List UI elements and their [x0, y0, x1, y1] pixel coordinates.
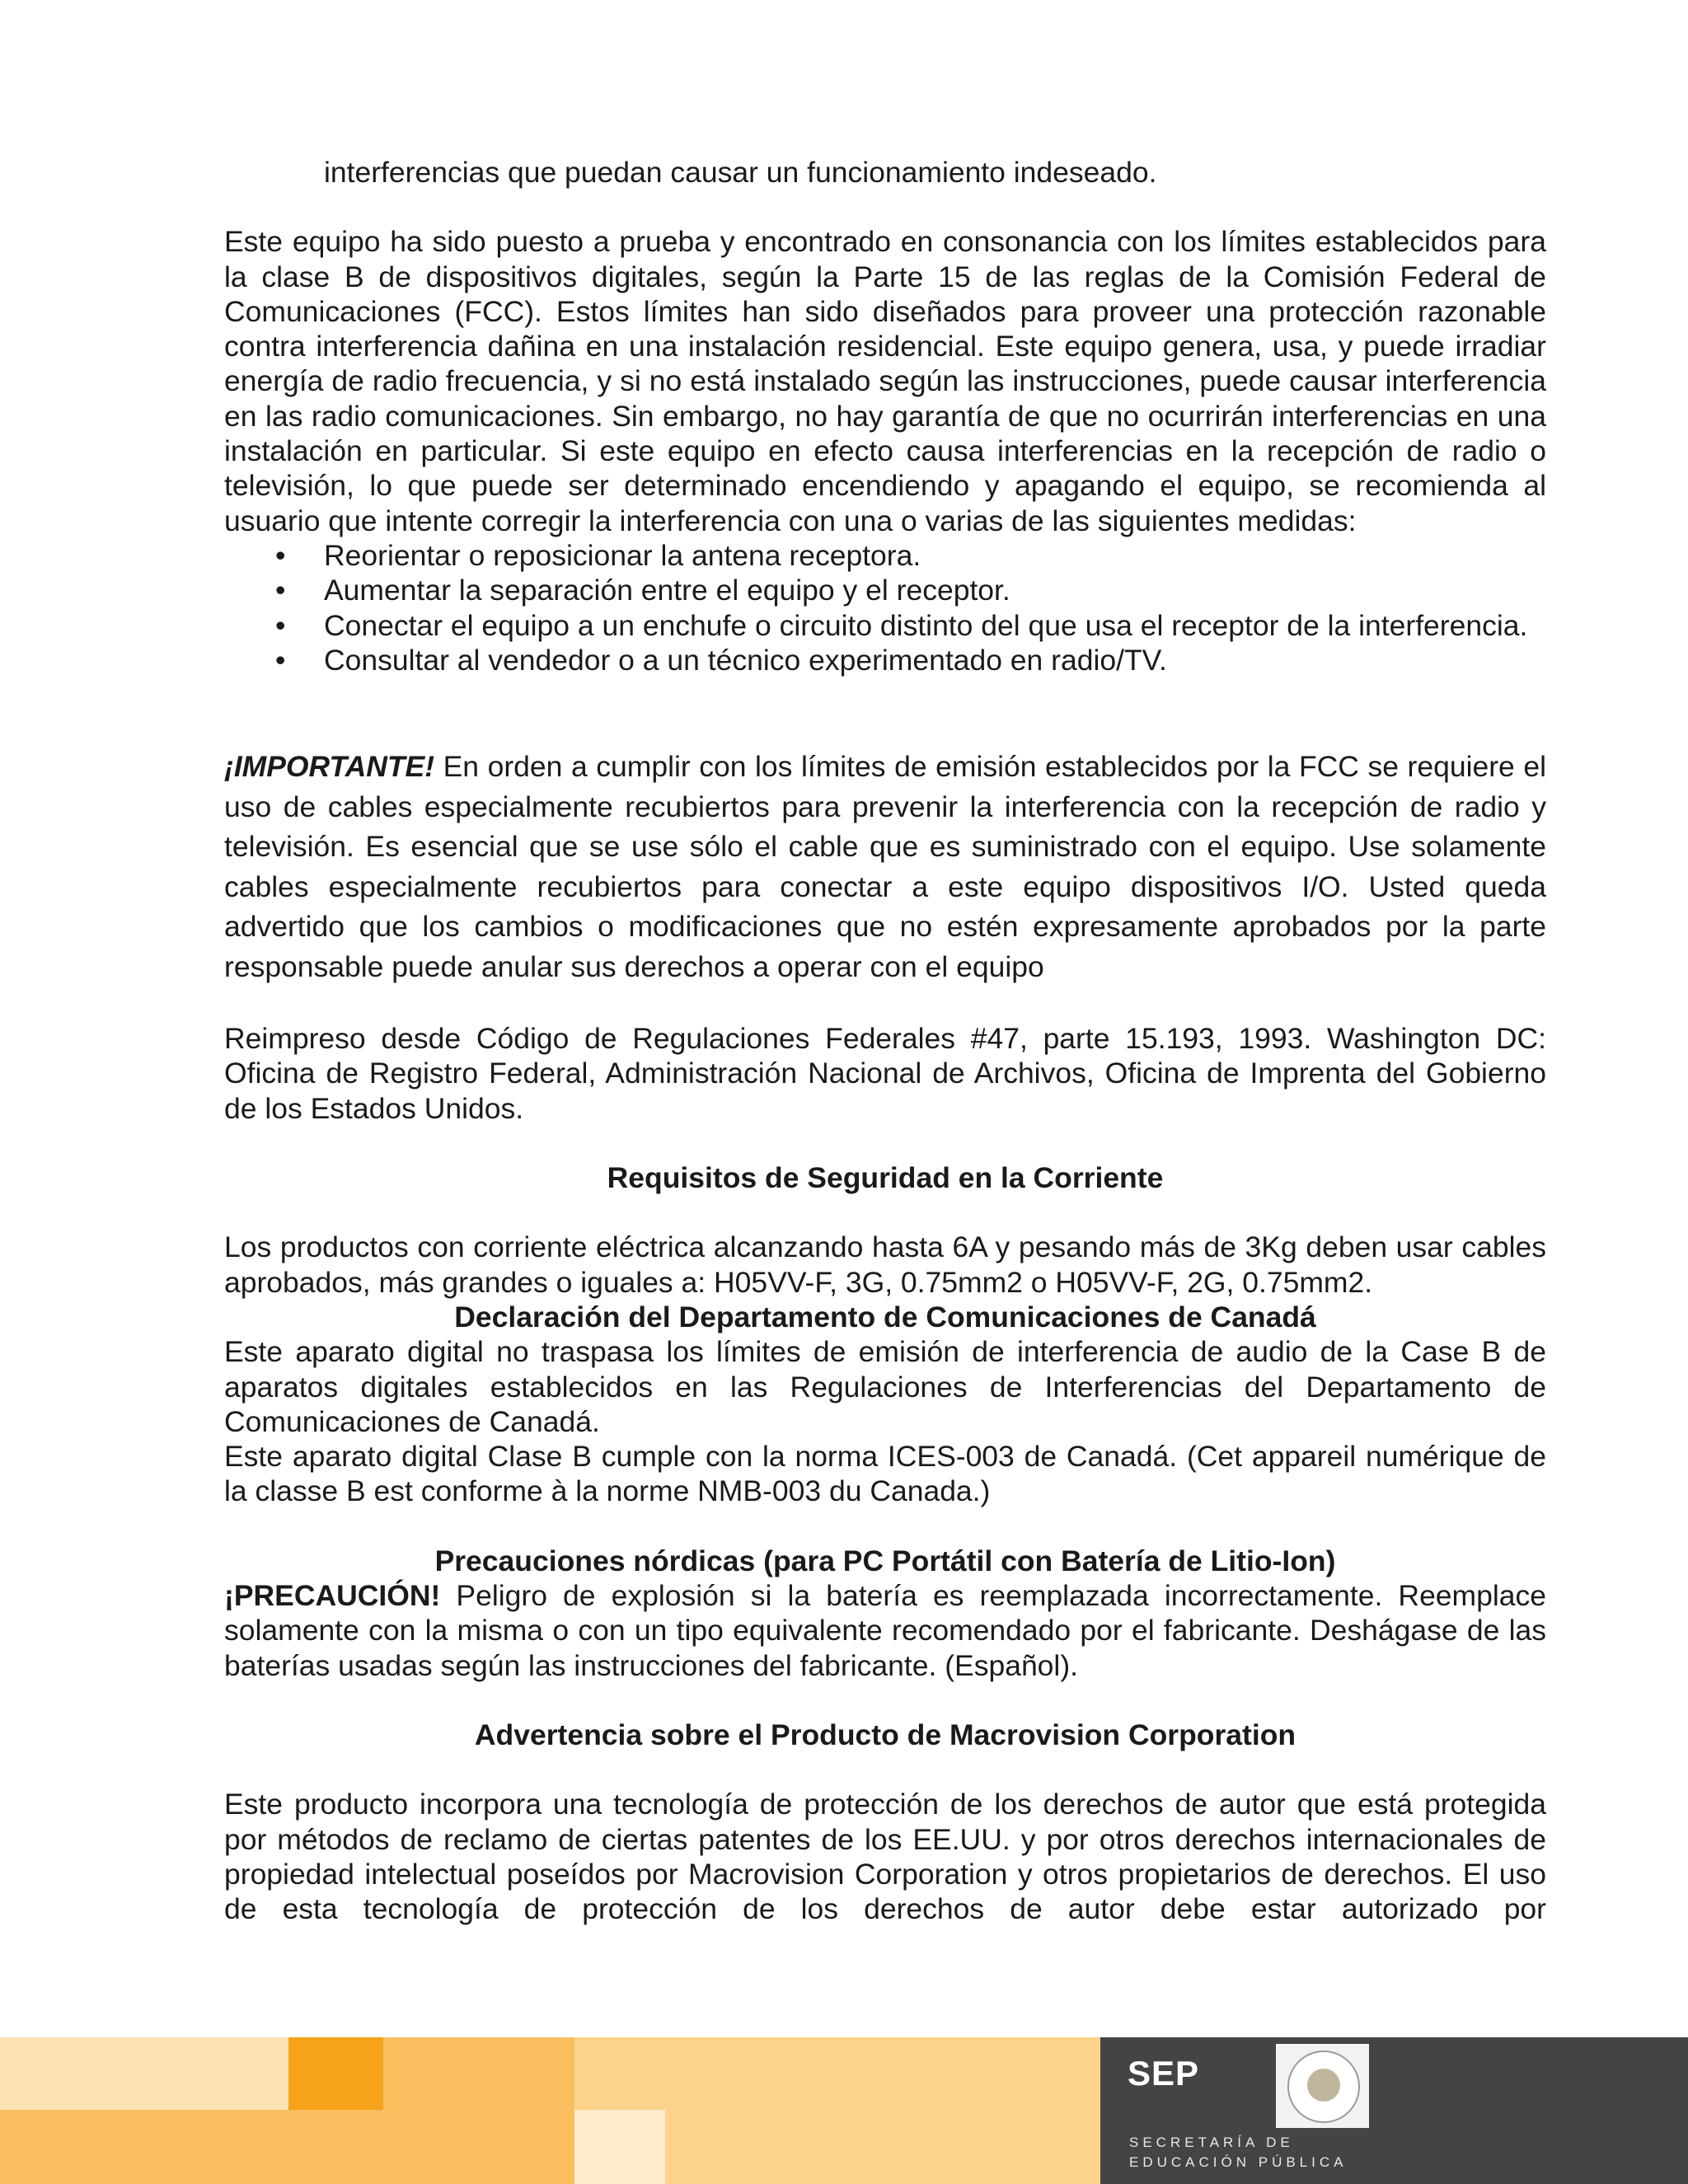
bullet-icon: •	[275, 574, 286, 607]
list-item: • Aumentar la separación entre el equipo y el receptor.	[275, 574, 1010, 607]
canada-text-1: Este aparato digital no traspasa los límites de emisión de interferencia de audio de la Case B de aparatos digitales establecidos en las Regulaciones de Interferencias del Departamento de Comunicaciones de Canadá.	[224, 1335, 1546, 1438]
coat-of-arms-icon	[1276, 2044, 1369, 2128]
nordic-heading: Precauciones nórdicas (para PC Portátil con Batería de Litio-Ion)	[434, 1544, 1336, 1577]
list-item: • Consultar al vendedor o a un técnico experimentado en radio/TV.	[275, 643, 1167, 677]
list-item: • Conectar el equipo a un enchufe o circuito distinto del que usa el receptor de la interferencia.	[275, 608, 1528, 642]
bullet-icon: •	[275, 608, 286, 642]
footer-banner	[0, 2037, 1688, 2184]
canada-text-2: Este aparato digital Clase B cumple con la norma ICES-003 de Canadá. (Cet appareil numérique de la classe B est conforme à la norme NMB-003 du Canada.)	[224, 1440, 1546, 1508]
intro-line: interferencias que puedan causar un funcionamiento indeseado.	[324, 156, 1157, 189]
safety-text: Los productos con corriente eléctrica alcanzando hasta 6A y pesando más de 3Kg deben usar cables aprobados, más grandes o iguales a: H05VV-F, 3G, 0.75mm2 o H05VV-F, 2G, 0.75mm2.	[224, 1230, 1546, 1299]
reprint-note: Reimpreso desde Código de Regulaciones Federales #47, parte 15.193, 1993. Washington DC: Oficina de Registro Federal, Administración Nacional de Archivos, Oficina de Imprenta del Gobierno de los Estados Unidos.	[224, 1022, 1546, 1125]
nordic-text: ¡PRECAUCIÓN! Peligro de explosión si la batería es reemplazada incorrectamente. Reemplace solamente con la misma o con un tipo equivalente recomendado por el fabricante. Deshágase de las baterías usadas según las instrucciones del fabricante. (Español).	[224, 1579, 1546, 1682]
document-body	[224, 155, 1546, 1926]
canada-heading: Declaración del Departamento de Comunicaciones de Canadá	[454, 1300, 1316, 1333]
important-text: En orden a cumplir con los límites de emisión establecidos por la FCC se requiere el uso de cables especialmente recubiertos para prevenir la interferencia con la recepción de radio y televisión. Es esencial que se use sólo el cable que es suministrado con el equipo. Use solamente cables especialmente recubiertos para conectar a este equipo dispositivos I/O. Usted queda advertido que los cambios o modificaciones que no estén expresamente aprobados por la parte responsable puede anular sus derechos a operar con el equipo	[224, 750, 1546, 983]
important-lead: ¡IMPORTANTE!	[224, 750, 435, 784]
caution-lead: ¡PRECAUCIÓN!	[224, 1579, 441, 1613]
bullet-icon: •	[275, 538, 286, 572]
macrovision-text: Este producto incorpora una tecnología de protección de los derechos de autor que está protegida por métodos de reclamo de ciertas patentes de los EE.UU. y por otros derechos internacionales de propiedad intelectual poseídos por Macrovision Corporation y otros propietarios de derechos. El uso de esta tecnología de protección de los derechos de autor debe estar autorizado por	[224, 1788, 1546, 1926]
interference-measures-list	[224, 538, 1546, 677]
sep-subtitle-1: SECRETARÍA DE	[1129, 2135, 1294, 2150]
bullet-icon: •	[275, 643, 286, 677]
fcc-paragraph: Este equipo ha sido puesto a prueba y encontrado en consonancia con los límites establecidos para la clase B de dispositivos digitales, según la Parte 15 de las reglas de la Comisión Federal de Comunicaciones (FCC). Estos límites han sido diseñados para proveer una protección razonable contra interferencia dañina en una instalación residencial. Este equipo genera, usa, y puede irradiar energía de radio frecuencia, y si no está instalado según las instrucciones, puede causar interferencia en las radio comunicaciones. Sin embargo, no hay garantía de que no ocurrirán interferencias en una instalación en particular. Si este equipo en efecto causa interferencias en la recepción de radio o televisión, lo que puede ser determinado encendiendo y apagando el equipo, se recomienda al usuario que intente corregir la interferencia con una o varias de las siguientes medidas:	[224, 225, 1546, 537]
sep-subtitle-2: EDUCACIÓN PÚBLICA	[1129, 2154, 1348, 2170]
important-notice	[224, 747, 1546, 987]
macrovision-heading: Advertencia sobre el Producto de Macrovision Corporation	[474, 1718, 1296, 1751]
list-item: • Reorientar o reposicionar la antena receptora.	[275, 538, 921, 572]
sep-logo: SEP	[1128, 2054, 1200, 2093]
safety-heading: Requisitos de Seguridad en la Corriente	[607, 1161, 1164, 1195]
